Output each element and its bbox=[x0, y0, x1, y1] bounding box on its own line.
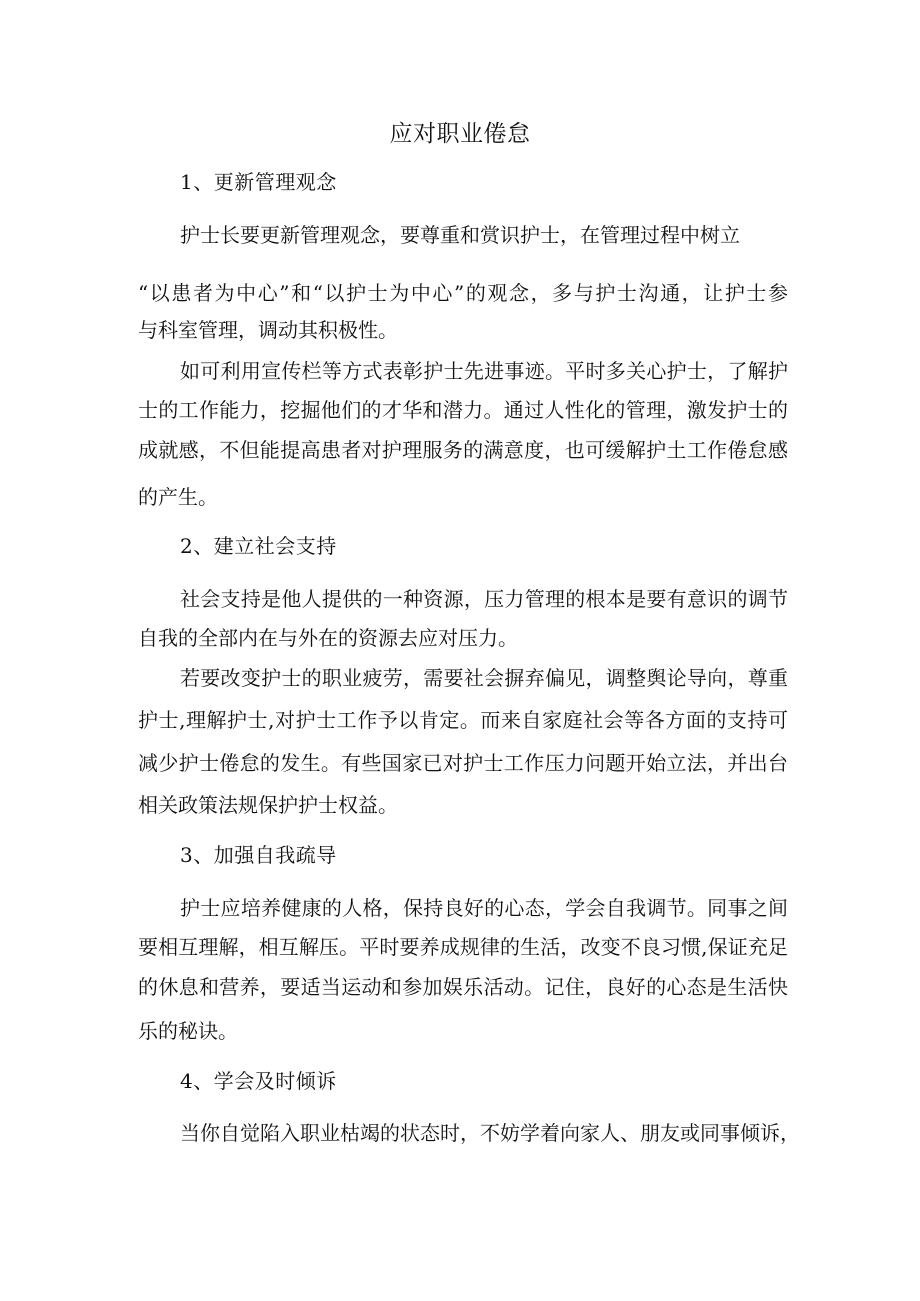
paragraph-line: 若要改变护士的职业疲劳，需要社会摒弃偏见，调整舆论导向，尊重 bbox=[180, 666, 788, 690]
paragraph-line: 相关政策法规保护护士权益。 bbox=[138, 793, 398, 817]
paragraph-line: “以患者为中心”和“以护士为中心”的观念，多与护士沟通，让护士参 bbox=[138, 281, 788, 305]
paragraph-line: 减少护士倦怠的发生。有些国家已对护士工作压力问题开始立法，并出台 bbox=[138, 751, 788, 775]
paragraph-line: 护士长要更新管理观念，要尊重和赏识护士，在管理过程中树立 bbox=[180, 223, 740, 247]
document-title: 应对职业倦怠 bbox=[389, 121, 531, 147]
paragraph-line: 的产生。 bbox=[138, 485, 218, 509]
section-heading-3: 3、加强自我疏导 bbox=[180, 843, 337, 867]
paragraph-line: 的休息和营养，要适当运动和参加娱乐活动。记住，良好的心态是生活快 bbox=[138, 975, 788, 999]
paragraph-line: 社会支持是他人提供的一种资源，压力管理的根本是要有意识的调节 bbox=[180, 587, 788, 611]
paragraph-line: 乐的秘诀。 bbox=[138, 1019, 238, 1043]
section-heading-1: 1、更新管理观念 bbox=[180, 170, 337, 194]
paragraph-line: 当你自觉陷入职业枯竭的状态时，不妨学着向家人、朋友或同事倾诉， bbox=[180, 1121, 800, 1145]
paragraph-line: 与科室管理，调动其积极性。 bbox=[138, 318, 398, 342]
paragraph-line: 成就感，不但能提高患者对护理服务的满意度，也可缓解护土工作倦怠感 bbox=[138, 438, 788, 462]
paragraph-line: 如可利用宣传栏等方式表彰护士先进事迹。平时多关心护士，了解护 bbox=[180, 359, 788, 383]
paragraph-line: 要相互理解，相互解压。平时要养成规律的生活，改变不良习惯,保证充足 bbox=[138, 935, 788, 959]
paragraph-line: 自我的全部内在与外在的资源去应对压力。 bbox=[138, 626, 518, 650]
section-heading-4: 4、学会及时倾诉 bbox=[180, 1069, 337, 1093]
section-heading-2: 2、建立社会支持 bbox=[180, 534, 337, 558]
paragraph-line: 士的工作能力，挖掘他们的才华和潜力。通过人性化的管理，激发护士的 bbox=[138, 398, 788, 422]
paragraph-line: 护士应培养健康的人格，保持良好的心态，学会自我调节。同事之间 bbox=[180, 896, 788, 920]
paragraph-line: 护士,理解护士,对护士工作予以肯定。而来自家庭社会等各方面的支持可 bbox=[138, 708, 788, 732]
